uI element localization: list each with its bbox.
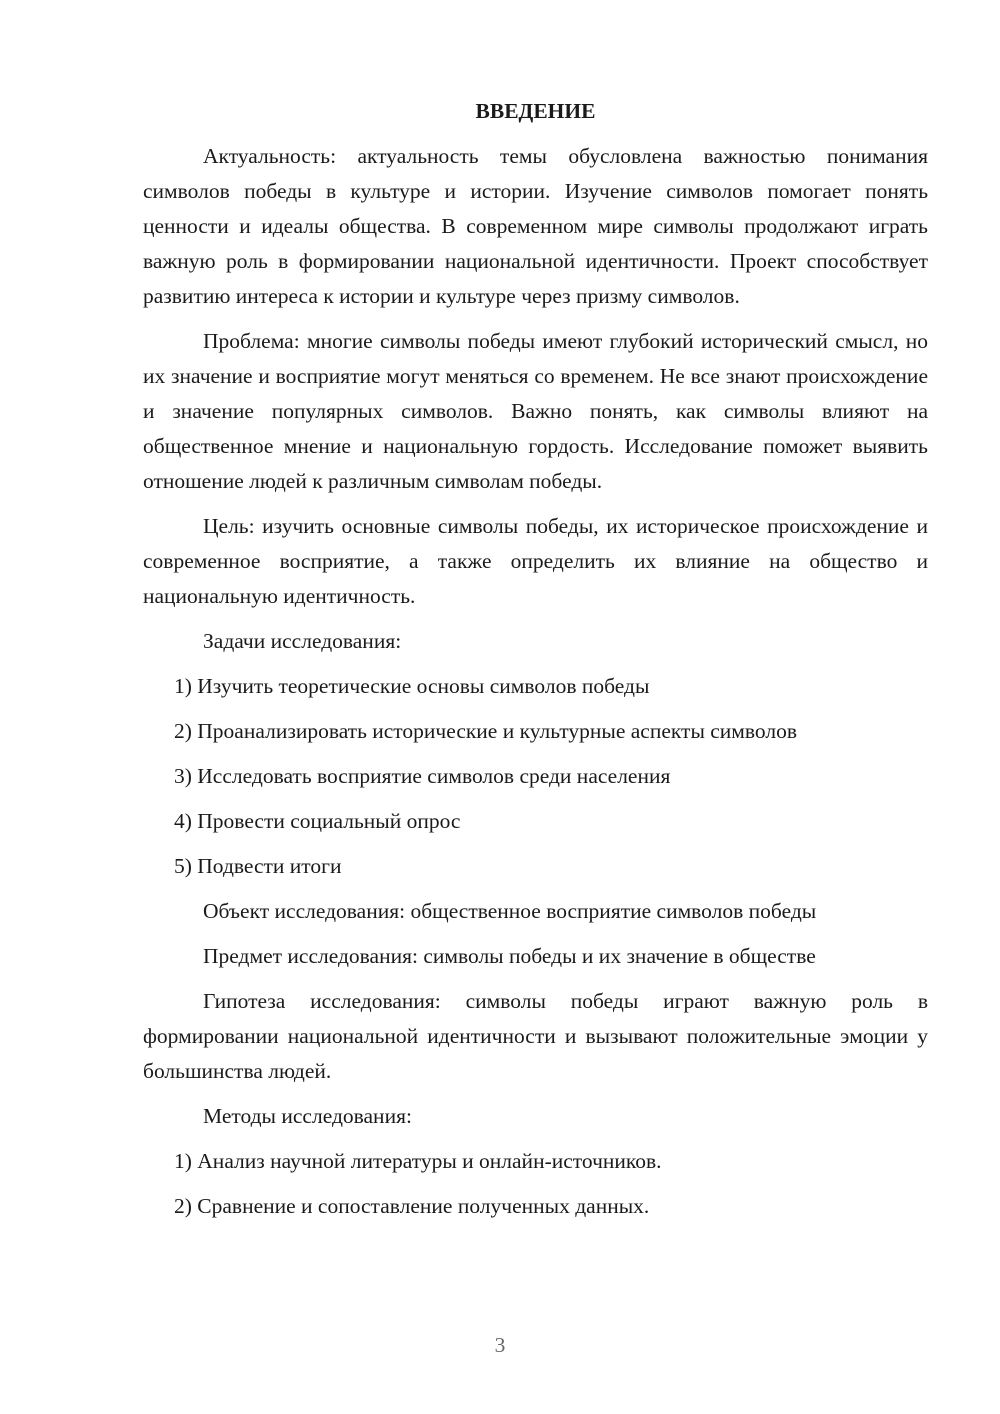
page-number: 3 (494, 1333, 506, 1357)
task-item-1: 1) Изучить теоретические основы символов победы (174, 674, 650, 698)
subject-line: Предмет исследования: символы победы и их значение в обществе (203, 944, 816, 968)
task-item-5: 5) Подвести итоги (174, 854, 342, 878)
hypothesis-paragraph: Гипотеза исследования: символы победы играют важную роль в формировании национальной идентичности и вызывают положительные эмоции у большинства людей. (143, 989, 928, 1083)
document-page (143, 94, 928, 1234)
task-item-4: 4) Провести социальный опрос (174, 809, 461, 833)
problem-paragraph: Проблема: многие символы победы имеют глубокий исторический смысл, но их значение и восприятие могут меняться со временем. Не все знают происхождение и значение популярных символов. Важно понять, как символы влияют на общественное мнение и национальную гордость. Исследование поможет выявить отношение людей к различным символам победы. (143, 329, 928, 493)
section-title: ВВЕДЕНИЕ (475, 99, 596, 123)
method-item-2: 2) Сравнение и сопоставление полученных данных. (174, 1194, 650, 1218)
goal-paragraph: Цель: изучить основные символы победы, их историческое происхождение и современное восприятие, а также определить их влияние на общество и национальную идентичность. (143, 514, 928, 608)
object-line: Объект исследования: общественное восприятие символов победы (203, 899, 817, 923)
tasks-heading: Задачи исследования: (203, 629, 402, 653)
method-item-1: 1) Анализ научной литературы и онлайн-источников. (174, 1149, 662, 1173)
task-item-3: 3) Исследовать восприятие символов среди населения (174, 764, 671, 788)
methods-heading: Методы исследования: (203, 1104, 412, 1128)
task-item-2: 2) Проанализировать исторические и культурные аспекты символов (174, 719, 798, 743)
relevance-paragraph: Актуальность: актуальность темы обусловлена важностью понимания символов победы в культуре и истории. Изучение символов помогает понять ценности и идеалы общества. В современном мире символы продолжают играть важную роль в формировании национальной идентичности. Проект способствует развитию интереса к истории и культуре через призму символов. (143, 144, 928, 308)
